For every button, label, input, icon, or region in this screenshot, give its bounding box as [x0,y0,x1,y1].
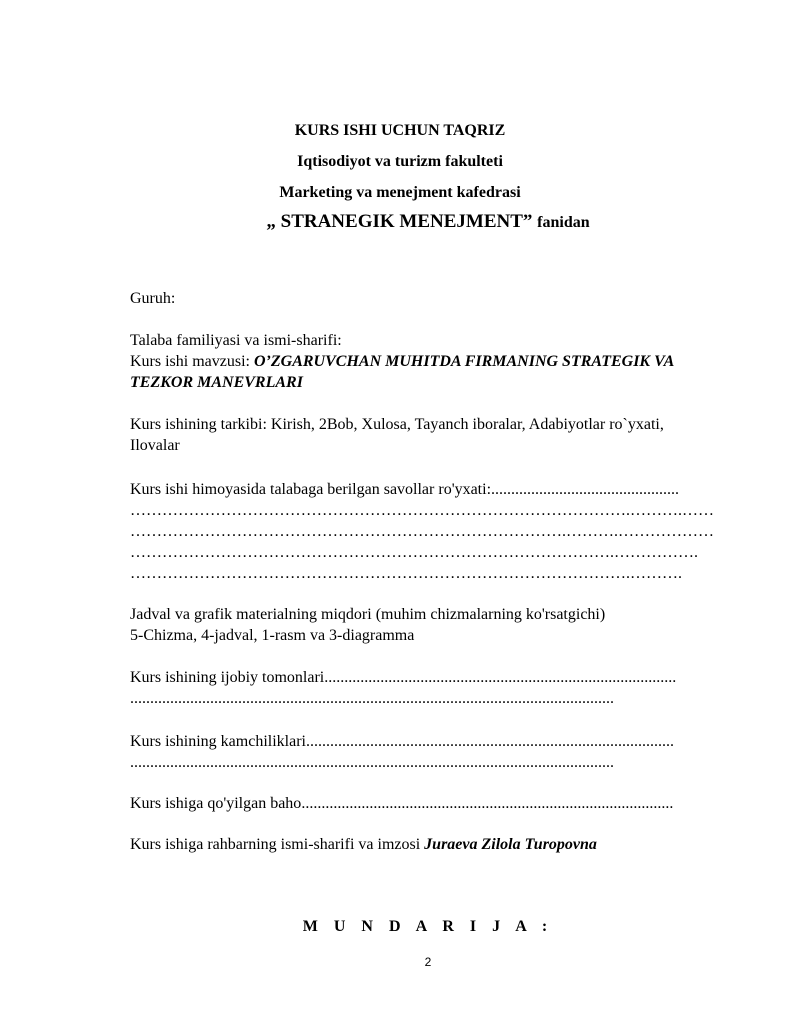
topic-title-line1: O’ZGARUVCHAN MUHITDA FIRMANING STRATEGIK VA [254,353,675,370]
subject-name: „ STRANEGIK MENEJMENT” [266,211,533,232]
supervisor-label: Kurs ishiga rahbarning ismi-sharifi va imzosi [130,836,425,853]
subject-heading [28,211,800,233]
questions-row [130,479,765,500]
supervisor-name: Juraeva Zilola Turopovna [424,836,597,853]
department-name: Marketing va menejment kafedrasi [279,184,521,201]
contents-heading: M U N D A R I J A : [302,918,554,935]
student-label: Talaba familiyasi va ismi-sharifi: [130,332,342,349]
review-title: KURS ISHI UCHUN TAQRIZ [294,122,506,139]
questions-label: Kurs ishi himoyasida talabaga berilgan savollar ro'yxati: [130,481,492,498]
content-line2: Ilovalar [130,437,180,454]
positives-label: Kurs ishining ijobiy tomonlari [130,669,325,686]
materials-line2: 5-Chizma, 4-jadval, 1-rasm va 3-diagramma [130,627,415,644]
grade-row [130,793,765,814]
group-label: Guruh: [130,290,176,307]
questions-dots: ............................................... [491,481,680,498]
questions-blank-line1: ………………………………………………………………………………….……….…… [130,502,714,519]
supervisor-row [130,834,765,855]
content-line1: Kurs ishining tarkibi: Kirish, 2Bob, Xulosa, Tayanch iboralar, Adabiyotlar ro`yxati, [130,416,664,433]
shortcomings-blank-line: ......................................................................................................................... [130,754,614,771]
positives-dots: ........................................................................................ [324,669,677,686]
topic-row [130,351,765,372]
positives-blank-line: ......................................................................................................................... [130,690,614,707]
materials-line1: Jadval va grafik materialning miqdori (muhim chizmalarning ko'rsatgichi) [130,606,606,623]
questions-blank-line4: ………………………………………………………………………………….………. [130,565,682,582]
shortcomings-dots: ............................................................................................ [305,733,674,750]
grade-label: Kurs ishiga qo'yilgan baho [130,795,302,812]
positives-row [130,667,765,688]
grade-dots: ............................................................................................. [301,795,674,812]
shortcomings-label: Kurs ishining kamchiliklari [130,733,306,750]
topic-label: Kurs ishi mavzusi: [130,353,254,370]
questions-blank-line2: ……………………………………………………………………….……….……………… [130,523,714,540]
topic-title-line2: TEZKOR MANEVRLARI [130,374,303,391]
questions-blank-line3: ……………………………………………………………………………….……………. [130,544,698,561]
subject-suffix: fanidan [537,214,590,231]
faculty-name: Iqtisodiyot va turizm fakulteti [297,153,503,170]
shortcomings-row [130,731,765,752]
page-number: 2 [424,955,432,969]
